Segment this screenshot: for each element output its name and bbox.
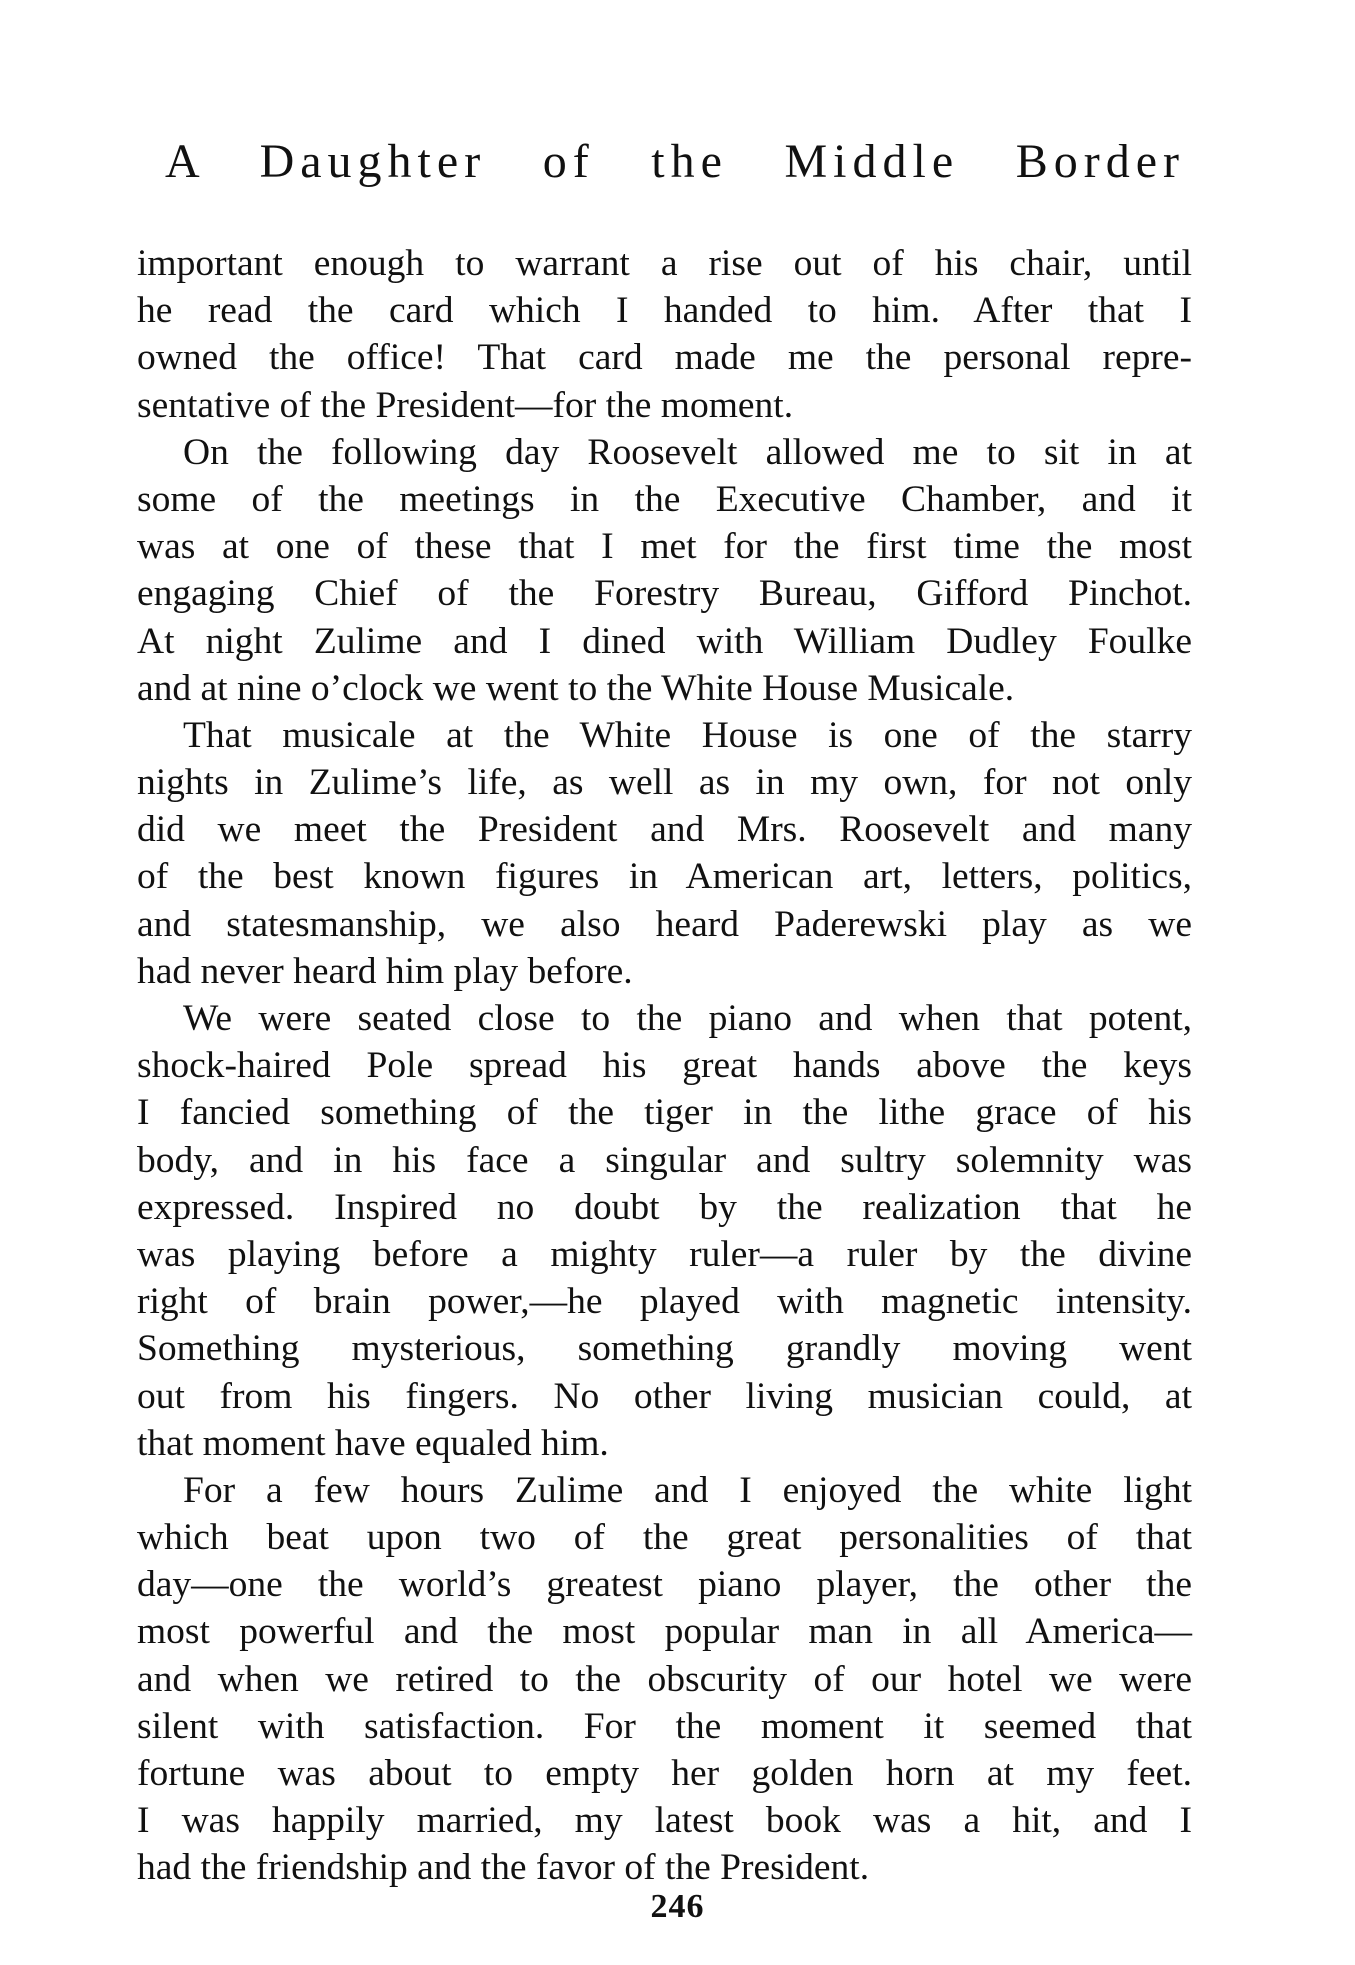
text-line: did we meet the President and Mrs. Roosevelt and many <box>137 809 1192 851</box>
text-line: I fancied something of the tiger in the lithe grace of his <box>137 1092 1192 1134</box>
text-line: he read the card which I handed to him. After that I <box>137 290 1192 332</box>
text-line: sentative of the President—for the moment. <box>137 384 794 426</box>
text-line: most powerful and the most popular man in all America— <box>137 1611 1192 1653</box>
text-line: of the best known figures in American art, letters, politics, <box>137 856 1192 898</box>
text-line: body, and in his face a singular and sultry solemnity was <box>137 1139 1192 1181</box>
text-line: For a few hours Zulime and I enjoyed the white light <box>183 1469 1192 1511</box>
text-line: fortune was about to empty her golden horn at my feet. <box>137 1753 1192 1794</box>
text-line: and statesmanship, we also heard Paderewski play as we <box>137 903 1192 945</box>
text-line: owned the office! That card made me the personal repre- <box>137 337 1192 379</box>
text-line: had the friendship and the favor of the President. <box>137 1847 870 1889</box>
text-line: That musicale at the White House is one of the starry <box>183 714 1192 756</box>
text-line: and when we retired to the obscurity of our hotel we were <box>137 1658 1192 1700</box>
text-line: was playing before a mighty ruler—a ruler by the divine <box>137 1233 1192 1275</box>
text-line: had never heard him play before. <box>137 950 633 992</box>
text-line: and at nine o’clock we went to the White House Musicale. <box>137 667 1015 709</box>
text-line: engaging Chief of the Forestry Bureau, Gifford Pinchot. <box>137 573 1192 615</box>
text-line: expressed. Inspired no doubt by the realization that he <box>137 1186 1192 1228</box>
text-line: Something mysterious, something grandly moving went <box>137 1328 1192 1370</box>
text-line: shock-haired Pole spread his great hands above the keys <box>137 1045 1192 1087</box>
text-line: On the following day Roosevelt allowed me to sit in at <box>183 431 1192 473</box>
text-line: silent with satisfaction. For the moment it seemed that <box>137 1705 1192 1747</box>
text-line: nights in Zulime’s life, as well as in my own, for not only <box>137 762 1192 804</box>
text-line: some of the meetings in the Executive Chamber, and it <box>137 478 1192 520</box>
page-number: 246 <box>650 1888 705 1925</box>
text-line: I was happily married, my latest book was a hit, and I <box>137 1800 1192 1842</box>
text-line: At night Zulime and I dined with William Dudley Foulke <box>137 620 1192 662</box>
text-line: that moment have equaled him. <box>137 1422 609 1464</box>
text-line: We were seated close to the piano and when that potent, <box>183 998 1192 1039</box>
text-line: which beat upon two of the great personalities of that <box>137 1517 1192 1559</box>
text-line: important enough to warrant a rise out of his chair, until <box>137 243 1192 284</box>
text-line: was at one of these that I met for the first time the most <box>137 526 1192 568</box>
running-head: A Daughter of the Middle Border <box>165 135 1185 188</box>
text-line: right of brain power,—he played with magnetic intensity. <box>137 1281 1192 1323</box>
text-line: out from his fingers. No other living musician could, at <box>137 1375 1192 1417</box>
text-line: day—one the world’s greatest piano player, the other the <box>137 1564 1192 1606</box>
body-text <box>137 240 1192 1892</box>
